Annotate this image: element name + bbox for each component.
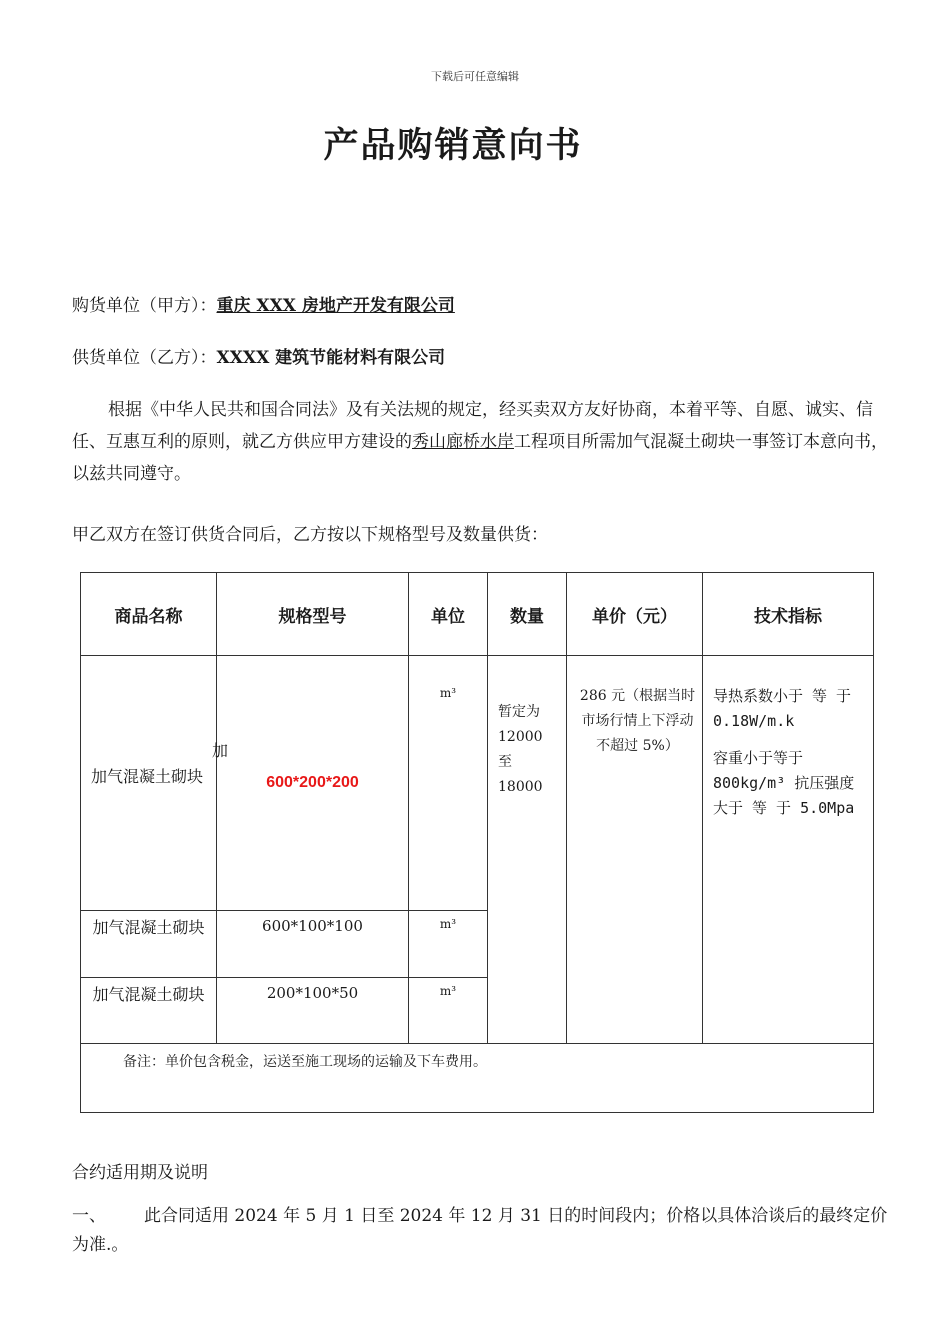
tech-cell bbox=[703, 656, 874, 1044]
supply-lead: 甲乙双方在签订供货合同后，乙方按以下规格型号及数量供货： bbox=[72, 525, 548, 545]
terms-title: 合约适用期及说明 bbox=[72, 1163, 208, 1183]
price-cell: 286 元（根据当时市场行情上下浮动不超过 5%） bbox=[567, 656, 703, 1044]
row3-name: 加气混凝土砌块 bbox=[81, 978, 217, 1044]
row2-spec: 600*100*100 bbox=[217, 911, 409, 978]
term-item-1 bbox=[72, 1202, 892, 1260]
tech-density-strength: 容重小于等于 800kg/m³ 抗压强度大于 等 于 5.0Mpa bbox=[713, 749, 855, 817]
table-header-row bbox=[81, 573, 874, 656]
row2-unit: m³ bbox=[409, 911, 488, 978]
intro-before: 根据《中华人民共和国合同法》及有关法规的规定，经买卖双方友好协商，本着平等、自愿、诚实、信任、互惠互利的原则，就乙方供应甲方建设的 bbox=[72, 400, 873, 452]
header-price: 单价（元） bbox=[567, 573, 703, 656]
party-b-label: 供货单位（乙方）： bbox=[72, 348, 217, 368]
intro-after: 工程项目所需加气混凝土砌块一事签订本意向书，以兹共同遵守。 bbox=[72, 432, 888, 484]
table-note-row bbox=[81, 1044, 874, 1113]
party-b bbox=[72, 343, 445, 368]
row1-name-cell bbox=[81, 656, 228, 911]
project-name: 秀山廊桥水岸 bbox=[412, 432, 514, 452]
note-cell bbox=[81, 1044, 874, 1113]
row1-spec: 600*200*200 bbox=[217, 656, 409, 911]
tech-thermal: 导热系数小于 等 于 0.18W/m.k bbox=[713, 687, 852, 730]
row1-unit: m³ bbox=[409, 656, 488, 911]
header-spec: 规格型号 bbox=[217, 573, 409, 656]
quantity-cell: 暂定为 12000 至 18000 bbox=[488, 656, 567, 1044]
term-1-number: 一、 bbox=[72, 1206, 106, 1226]
header-product: 商品名称 bbox=[81, 573, 217, 656]
row1-name-top: 加 bbox=[211, 741, 228, 760]
row1-name: 加气混凝土砌块 bbox=[91, 767, 204, 786]
table-row bbox=[81, 656, 874, 911]
spec-table bbox=[80, 572, 874, 1113]
intro-paragraph bbox=[72, 394, 892, 490]
header-quantity: 数量 bbox=[488, 573, 567, 656]
term-1-text: 此合同适用 2024 年 5 月 1 日至 2024 年 12 月 31 日的时间段内；价格以具体洽谈后的最终定价为准.。 bbox=[72, 1206, 888, 1255]
row3-unit: m³ bbox=[409, 978, 488, 1044]
party-b-value: XXXX 建筑节能材料有限公司 bbox=[216, 348, 446, 368]
table-note: 备注：单价包含税金，运送至施工现场的运输及下车费用。 bbox=[123, 1054, 487, 1070]
party-a bbox=[72, 291, 455, 316]
party-a-label: 购货单位（甲方）： bbox=[72, 296, 217, 316]
party-a-value: 重庆 XXX 房地产开发有限公司 bbox=[216, 296, 455, 316]
header-unit: 单位 bbox=[409, 573, 488, 656]
row3-spec: 200*100*50 bbox=[217, 978, 409, 1044]
header-note: 下载后可任意编辑 bbox=[431, 70, 519, 83]
document-title: 产品购销意向书 bbox=[323, 126, 583, 166]
header-tech: 技术指标 bbox=[703, 573, 874, 656]
row2-name: 加气混凝土砌块 bbox=[81, 911, 217, 978]
